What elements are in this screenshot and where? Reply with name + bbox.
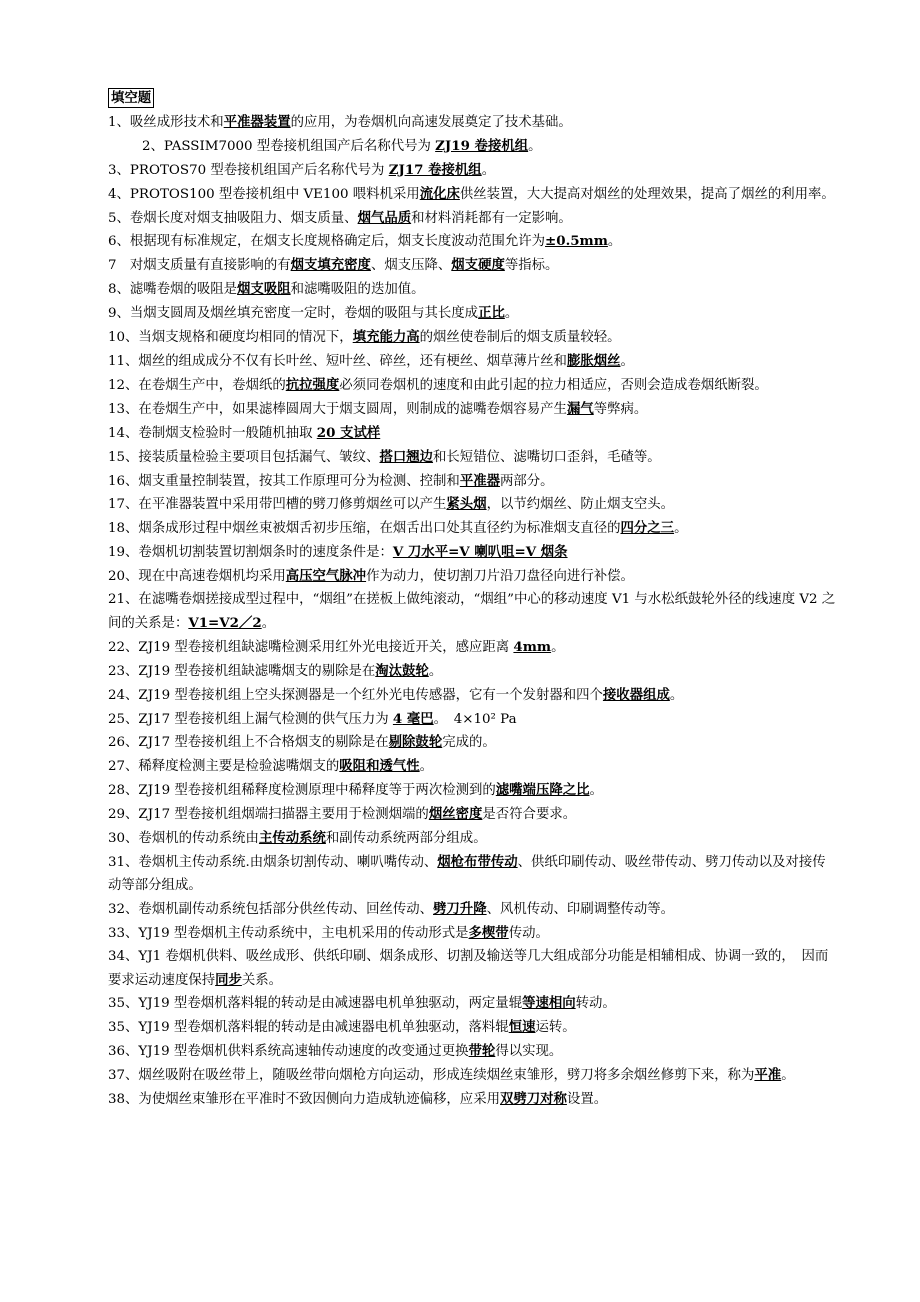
answer-text: 淘汰鼓轮 bbox=[375, 662, 429, 679]
question-text: 15、接装质量检验主要项目包括漏气、皱纹、 bbox=[108, 449, 380, 465]
question-text: 34、YJ1 卷烟机供料、吸丝成形、供纸印刷、烟条成形、切割及输送等几大组成部分功能是相辅相成、协调一致的， 因而要求运动速度保持 bbox=[108, 948, 829, 988]
question-item bbox=[108, 446, 838, 470]
question-text: 3、PROTOS70 型卷接机组国产后名称代号为 bbox=[108, 162, 389, 178]
question-text: 25、ZJ17 型卷接机组上漏气检测的供气压力为 bbox=[108, 711, 393, 727]
answer-text: 烟支填充密度 bbox=[290, 257, 371, 274]
answer-text: 吸阻和透气性 bbox=[339, 758, 420, 775]
question-item bbox=[108, 589, 838, 636]
question-text: 的烟丝使卷制后的烟支质量较轻。 bbox=[419, 330, 621, 346]
question-item bbox=[108, 517, 838, 541]
question-item bbox=[108, 636, 838, 660]
question-text: 运转。 bbox=[535, 1020, 576, 1036]
question-list bbox=[108, 111, 838, 1112]
question-text: 7 对烟支质量有直接影响的有 bbox=[108, 258, 291, 274]
question-item bbox=[108, 111, 838, 135]
answer-text: ±0.5mm bbox=[545, 233, 608, 250]
answer-text: 多楔带 bbox=[468, 924, 509, 941]
question-item bbox=[108, 1040, 838, 1064]
answer-text: ZJ17 卷接机组 bbox=[388, 161, 482, 178]
question-item bbox=[108, 470, 838, 494]
answer-text: 填充能力高 bbox=[352, 329, 420, 346]
question-text: 等指标。 bbox=[504, 258, 559, 274]
question-item bbox=[108, 541, 838, 565]
question-item bbox=[108, 1088, 838, 1112]
question-text: 设置。 bbox=[566, 1092, 608, 1108]
question-text: 。 bbox=[428, 663, 443, 679]
question-text: 5、卷烟长度对烟支抽吸阻力、烟支质量、 bbox=[108, 210, 358, 226]
question-text: 两部分。 bbox=[499, 473, 554, 489]
question-text: 。 bbox=[589, 783, 603, 799]
question-text: 的应用，为卷烟机向高速发展奠定了技术基础。 bbox=[290, 114, 572, 130]
question-text: 24、ZJ19 型卷接机组上空头探测器是一个红外光电传感器，它有一个发射器和四个 bbox=[108, 687, 603, 703]
answer-text: 膨胀烟丝 bbox=[566, 352, 621, 369]
question-item bbox=[108, 851, 838, 898]
question-text: 4、PROTOS100 型卷接机组中 VE100 喂料机采用 bbox=[108, 186, 420, 202]
answer-text: 同步 bbox=[215, 971, 242, 988]
answer-text: 等速相向 bbox=[522, 995, 576, 1012]
answer-text: 漏气 bbox=[566, 400, 594, 417]
question-item bbox=[108, 374, 838, 398]
question-text: 、风机传动、印刷调整传动等。 bbox=[486, 901, 675, 917]
question-item bbox=[108, 827, 838, 851]
answer-text: 抗拉强度 bbox=[285, 376, 340, 393]
question-item bbox=[108, 302, 838, 326]
question-text: 27、稀释度检测主要是检验滤嘴烟支的 bbox=[108, 759, 340, 775]
question-item bbox=[108, 422, 838, 446]
question-text: 关系。 bbox=[241, 972, 283, 988]
question-text: 20、现在中高速卷烟机均采用 bbox=[108, 569, 286, 585]
question-text: 。 bbox=[620, 353, 634, 369]
answer-text: 剔除鼓轮 bbox=[388, 734, 443, 751]
question-item bbox=[108, 135, 838, 159]
question-text: 。 bbox=[781, 1068, 795, 1084]
question-item bbox=[108, 254, 838, 278]
question-text: 28、ZJ19 型卷接机组稀释度检测原理中稀释度等于两次检测到的 bbox=[108, 783, 496, 799]
answer-text: 高压空气脉冲 bbox=[285, 568, 367, 585]
answer-text: 恒速 bbox=[508, 1019, 536, 1036]
question-text: 16、烟支重量控制装置，按其工作原理可分为检测、控制和 bbox=[108, 473, 460, 489]
answer-text: 烟支吸阻 bbox=[237, 281, 291, 298]
question-text: 必须同卷烟机的速度和由此引起的拉力相适应，否则会造成卷烟纸断裂。 bbox=[339, 377, 768, 393]
answer-text: 接收器组成 bbox=[602, 686, 670, 703]
question-item bbox=[108, 207, 838, 231]
question-text: 传动。 bbox=[508, 925, 549, 941]
question-text: 33、YJ19 型卷烟机主传动系统中，主电机采用的传动形式是 bbox=[108, 925, 469, 941]
question-text: 11、烟丝的组成成分不仅有长叶丝、短叶丝、碎丝，还有梗丝、烟草薄片丝和 bbox=[108, 353, 567, 369]
question-text: 17、在平准器装置中采用带凹槽的劈刀修剪烟丝可以产生 bbox=[108, 497, 447, 513]
question-text: 。 4×10² Pa bbox=[433, 711, 517, 727]
question-item bbox=[108, 278, 838, 302]
question-item bbox=[108, 660, 838, 684]
answer-text: 烟支硬度 bbox=[451, 257, 505, 274]
question-text: 。 bbox=[674, 521, 688, 537]
question-text: 转动。 bbox=[575, 996, 616, 1012]
question-text: 35、YJ19 型卷烟机落料辊的转动是由减速器电机单独驱动，两定量辊 bbox=[108, 996, 523, 1012]
answer-text: 双劈刀对称 bbox=[499, 1091, 567, 1108]
question-text: 。 bbox=[607, 234, 622, 250]
question-text: 18、烟条成形过程中烟丝束被烟舌初步压缩，在烟舌出口处其直径约为标准烟支直径的 bbox=[108, 521, 621, 537]
question-item bbox=[108, 1064, 838, 1088]
answer-text: 紧头烟 bbox=[446, 496, 487, 513]
question-text: 6、根据现有标准规定，在烟支长度规格确定后，烟支长度波动范围允许为 bbox=[108, 234, 546, 250]
question-text: 得以实现。 bbox=[495, 1044, 563, 1060]
question-text: 等弊病。 bbox=[593, 401, 648, 417]
question-item bbox=[108, 922, 838, 946]
question-item bbox=[108, 350, 838, 374]
question-text: 12、在卷烟生产中，卷烟纸的 bbox=[108, 377, 286, 393]
answer-text: 平准器 bbox=[459, 472, 500, 489]
question-text: 。 bbox=[261, 615, 276, 631]
question-text: 26、ZJ17 型卷接机组上不合格烟支的剔除是在 bbox=[108, 735, 389, 751]
question-item bbox=[108, 946, 838, 993]
answer-text: 主传动系统 bbox=[258, 830, 326, 847]
section-title: 填空题 bbox=[108, 88, 154, 108]
question-text: 38、为使烟丝束雏形在平准时不致因侧向力造成轨迹偏移，应采用 bbox=[108, 1092, 500, 1108]
question-item bbox=[108, 779, 838, 803]
question-text: 。 bbox=[504, 306, 519, 322]
question-text: 。 bbox=[419, 759, 434, 775]
question-item bbox=[108, 684, 838, 708]
answer-text: 平准 bbox=[754, 1067, 782, 1084]
question-text: 32、卷烟机副传动系统包括部分供丝传动、回丝传动、 bbox=[108, 901, 434, 917]
answer-text: 平准器装置 bbox=[223, 113, 291, 130]
question-text: 和滤嘴吸阻的迭加值。 bbox=[290, 282, 425, 298]
question-text: 23、ZJ19 型卷接机组缺滤嘴烟支的剔除是在 bbox=[108, 663, 376, 679]
question-text: ，以节约烟丝、防止烟支空头。 bbox=[486, 497, 675, 513]
question-item bbox=[108, 1016, 838, 1040]
question-item bbox=[108, 708, 838, 732]
question-text: 作为动力，使切割刀片沿刀盘径向进行补偿。 bbox=[366, 569, 634, 585]
answer-text: 烟气品质 bbox=[357, 209, 412, 226]
question-text: 。 bbox=[481, 162, 496, 178]
question-text: 和副传动系统两部分组成。 bbox=[325, 831, 487, 847]
question-text: 36、YJ19 型卷烟机供料系统高速轴传动速度的改变通过更换 bbox=[108, 1044, 469, 1060]
answer-text: ZJ19 卷接机组 bbox=[435, 137, 529, 154]
question-text: 10、当烟支规格和硬度均相同的情况下， bbox=[108, 330, 353, 346]
question-text: 2、PASSIM7000 型卷接机组国产后名称代号为 bbox=[142, 138, 436, 154]
answer-text: 正比 bbox=[478, 305, 505, 322]
question-text: 29、ZJ17 型卷接机组烟端扫描器主要用于检测烟端的 bbox=[108, 807, 429, 823]
question-item bbox=[108, 992, 838, 1016]
question-text: 14、卷制烟支检验时一般随机抽取 bbox=[108, 425, 317, 441]
answer-text: 4 毫巴 bbox=[392, 710, 434, 727]
question-text: 13、在卷烟生产中，如果滤棒圆周大于烟支圆周，则制成的滤嘴卷烟容易产生 bbox=[108, 401, 567, 417]
question-text: 、烟支压降、 bbox=[370, 258, 452, 274]
answer-text: 四分之三 bbox=[620, 520, 675, 537]
answer-text: 滤嘴端压降之比 bbox=[495, 782, 590, 799]
document-body bbox=[108, 88, 838, 1112]
question-item bbox=[108, 803, 838, 827]
question-item bbox=[108, 183, 838, 207]
question-text: 31、卷烟机主传动系统.由烟条切割传动、喇叭嘴传动、 bbox=[108, 855, 438, 870]
answer-text: 搭口翘边 bbox=[379, 448, 434, 465]
question-text: 22、ZJ19 型卷接机组缺滤嘴检测采用红外光电接近开关，感应距离 bbox=[108, 639, 514, 655]
question-item bbox=[108, 230, 838, 254]
question-text: 8、滤嘴卷烟的吸阻是 bbox=[108, 282, 238, 298]
question-text: 完成的。 bbox=[442, 735, 496, 751]
question-item bbox=[108, 398, 838, 422]
answer-text: 烟枪布带传动 bbox=[437, 854, 518, 870]
question-item bbox=[108, 731, 838, 755]
question-text: 供丝装置，大大提高对烟丝的处理效果，提高了烟丝的利用率。 bbox=[459, 186, 835, 202]
answer-text: 烟丝密度 bbox=[428, 806, 483, 823]
question-text: 37、烟丝吸附在吸丝带上，随吸丝带向烟枪方向运动，形成连续烟丝束雏形，劈刀将多余烟丝修剪下来，称为 bbox=[108, 1068, 755, 1084]
question-item bbox=[108, 493, 838, 517]
question-text: 和材料消耗都有一定影响。 bbox=[411, 210, 572, 226]
answer-text: V 刀水平=V 喇叭咀=V 烟条 bbox=[392, 544, 568, 561]
question-text: 19、卷烟机切割装置切割烟条时的速度条件是： bbox=[108, 545, 393, 561]
answer-text: 4mm bbox=[513, 638, 552, 655]
question-text: 21、在滤嘴卷烟搓接成型过程中，“烟组”在搓板上做纯滚动，“烟组”中心的移动速度 V1 与水松纸鼓轮外径的线速度 V2 之间的关系是： bbox=[108, 592, 836, 631]
question-text: 35、YJ19 型卷烟机落料辊的转动是由减速器电机单独驱动，落料辊 bbox=[108, 1020, 509, 1036]
question-text: 。 bbox=[528, 138, 542, 154]
answer-text: V1=V2／2 bbox=[188, 614, 262, 631]
answer-text: 流化床 bbox=[419, 185, 460, 202]
question-text: 9、当烟支圆周及烟丝填充密度一定时，卷烟的吸阻与其长度成 bbox=[108, 306, 479, 322]
question-item bbox=[108, 326, 838, 350]
question-item bbox=[108, 898, 838, 922]
question-item bbox=[108, 565, 838, 589]
question-text: 30、卷烟机的传动系统由 bbox=[108, 831, 259, 847]
question-text: 是否符合要求。 bbox=[482, 807, 577, 823]
question-text: 。 bbox=[669, 687, 684, 703]
question-item bbox=[108, 755, 838, 779]
answer-text: 劈刀升降 bbox=[433, 900, 487, 917]
answer-text: 带轮 bbox=[468, 1043, 496, 1060]
question-text: 。 bbox=[551, 639, 565, 655]
question-text: 1、吸丝成形技术和 bbox=[108, 114, 224, 130]
question-text: 、供纸印刷传动、吸丝带传动、劈刀传动以及对接传动等部分组成。 bbox=[108, 855, 826, 893]
answer-text: 20 支试样 bbox=[316, 424, 381, 441]
question-text: 和长短错位、滤嘴切口歪斜，毛碴等。 bbox=[433, 449, 661, 465]
question-item bbox=[108, 159, 838, 183]
